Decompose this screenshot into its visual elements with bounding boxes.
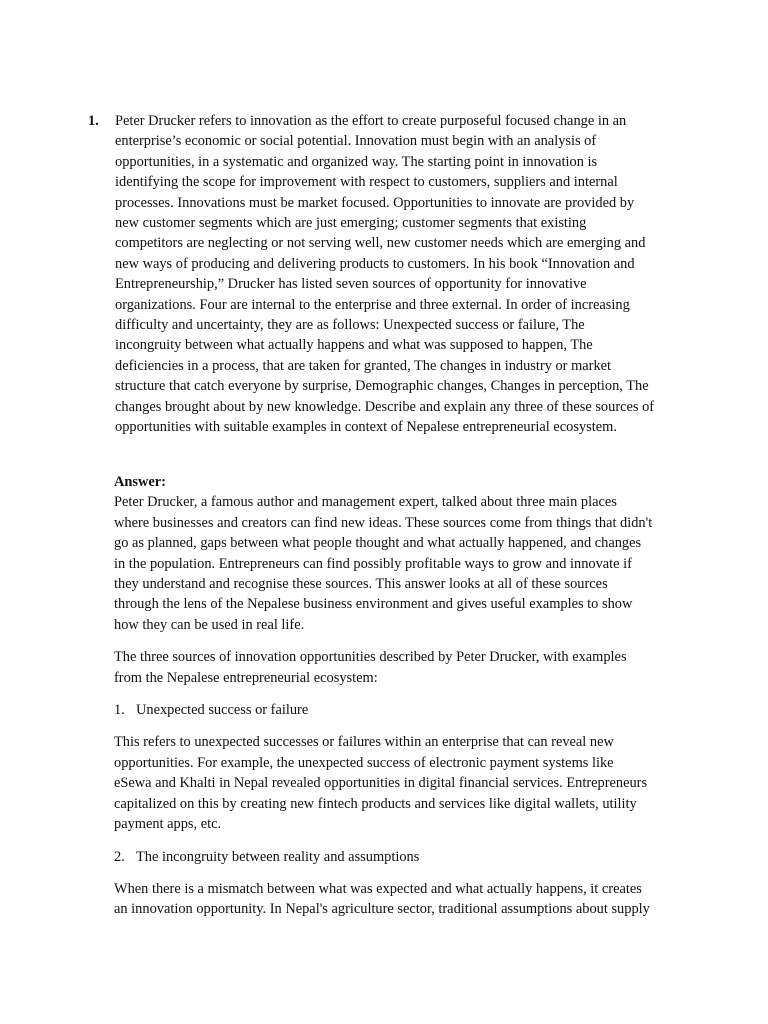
list-item-line: opportunities. For example, the unexpected success of electronic payment systems like bbox=[114, 754, 614, 771]
question-number: 1. bbox=[88, 113, 99, 129]
answer-intro-line: Peter Drucker, a famous author and management expert, talked about three main places bbox=[114, 494, 617, 511]
question-line: new ways of producing and delivering products to customers. In his book “Innovation and bbox=[115, 255, 635, 272]
answer-intro-line: through the lens of the Nepalese business environment and gives useful examples to show bbox=[114, 596, 633, 613]
list-item-title: Unexpected success or failure bbox=[136, 702, 309, 719]
list-item-number: 2. bbox=[114, 848, 125, 865]
list-item-line: payment apps, etc. bbox=[114, 816, 222, 833]
list-item-line: This refers to unexpected successes or failures within an enterprise that can reveal new bbox=[114, 734, 614, 751]
list-item-heading bbox=[114, 847, 678, 867]
question-line: new customer segments which are just emerging; customer segments that existing bbox=[115, 215, 587, 232]
question-line: opportunities with suitable examples in context of Nepalese entrepreneurial ecosystem. bbox=[115, 419, 617, 436]
answer-intro-line: they understand and recognise these sources. This answer looks at all of these sources bbox=[114, 576, 608, 593]
answer-intro-line: where businesses and creators can find new ideas. These sources come from things that didn't bbox=[114, 514, 653, 531]
list-item-paragraph bbox=[114, 879, 678, 920]
answer-summary-line: The three sources of innovation opportunities described by Peter Drucker, with examples bbox=[114, 649, 627, 666]
answer-heading: Answer: bbox=[114, 474, 166, 490]
list-item-line: eSewa and Khalti in Nepal revealed opportunities in digital financial services. Entrepreneurs bbox=[114, 775, 648, 792]
list-item-title: The incongruity between reality and assumptions bbox=[136, 848, 420, 865]
list-item-line: When there is a mismatch between what was expected and what actually happens, it creates bbox=[114, 880, 642, 897]
answer-summary-line: from the Nepalese entrepreneurial ecosystem: bbox=[114, 669, 378, 686]
question-line: identifying the scope for improvement with respect to customers, suppliers and internal bbox=[115, 174, 618, 191]
answer-intro-paragraph bbox=[114, 492, 678, 635]
list-item-heading bbox=[114, 700, 678, 720]
list-item-line: an innovation opportunity. In Nepal's agriculture sector, traditional assumptions about supply bbox=[114, 901, 650, 918]
question-text bbox=[115, 111, 675, 438]
answer-intro-line: how they can be used in real life. bbox=[114, 616, 305, 633]
question-line: changes brought about by new knowledge. Describe and explain any three of these sources of bbox=[115, 398, 655, 415]
list-item-number: 1. bbox=[114, 702, 125, 719]
question-line: organizations. Four are internal to the enterprise and three external. In order of increasing bbox=[115, 296, 630, 313]
question-line: enterprise’s economic or social potential. Innovation must begin with an analysis of bbox=[115, 133, 597, 150]
question-line: Entrepreneurship,” Drucker has listed seven sources of opportunity for innovative bbox=[115, 276, 587, 293]
question-line: incongruity between what actually happens and what was supposed to happen, The bbox=[115, 337, 593, 354]
answer-intro-line: in the population. Entrepreneurs can find possibly profitable ways to grow and innovate if bbox=[114, 555, 632, 572]
list-item-line: capitalized on this by creating new fintech products and services like digital wallets, utility bbox=[114, 795, 637, 812]
question-line: structure that catch everyone by surprise, Demographic changes, Changes in perception, The bbox=[115, 378, 649, 395]
answer-block bbox=[114, 472, 678, 920]
question-line: deficiencies in a process, that are taken for granted, The changes in industry or market bbox=[115, 357, 612, 374]
answer-summary-paragraph bbox=[114, 647, 678, 688]
question-line: opportunities, in a systematic and organized way. The starting point in innovation is bbox=[115, 153, 598, 170]
list-item-paragraph bbox=[114, 732, 678, 834]
question-line: Peter Drucker refers to innovation as the effort to create purposeful focused change in an bbox=[115, 113, 627, 129]
answer-intro-line: go as planned, gaps between what people thought and what actually happened, and changes bbox=[114, 535, 642, 552]
question-line: difficulty and uncertainty, they are as follows: Unexpected success or failure, The bbox=[115, 317, 585, 334]
question-line: competitors are neglecting or not serving well, new customer needs which are emerging and bbox=[115, 235, 646, 252]
question-line: processes. Innovations must be market focused. Opportunities to innovate are provided by bbox=[115, 194, 635, 211]
